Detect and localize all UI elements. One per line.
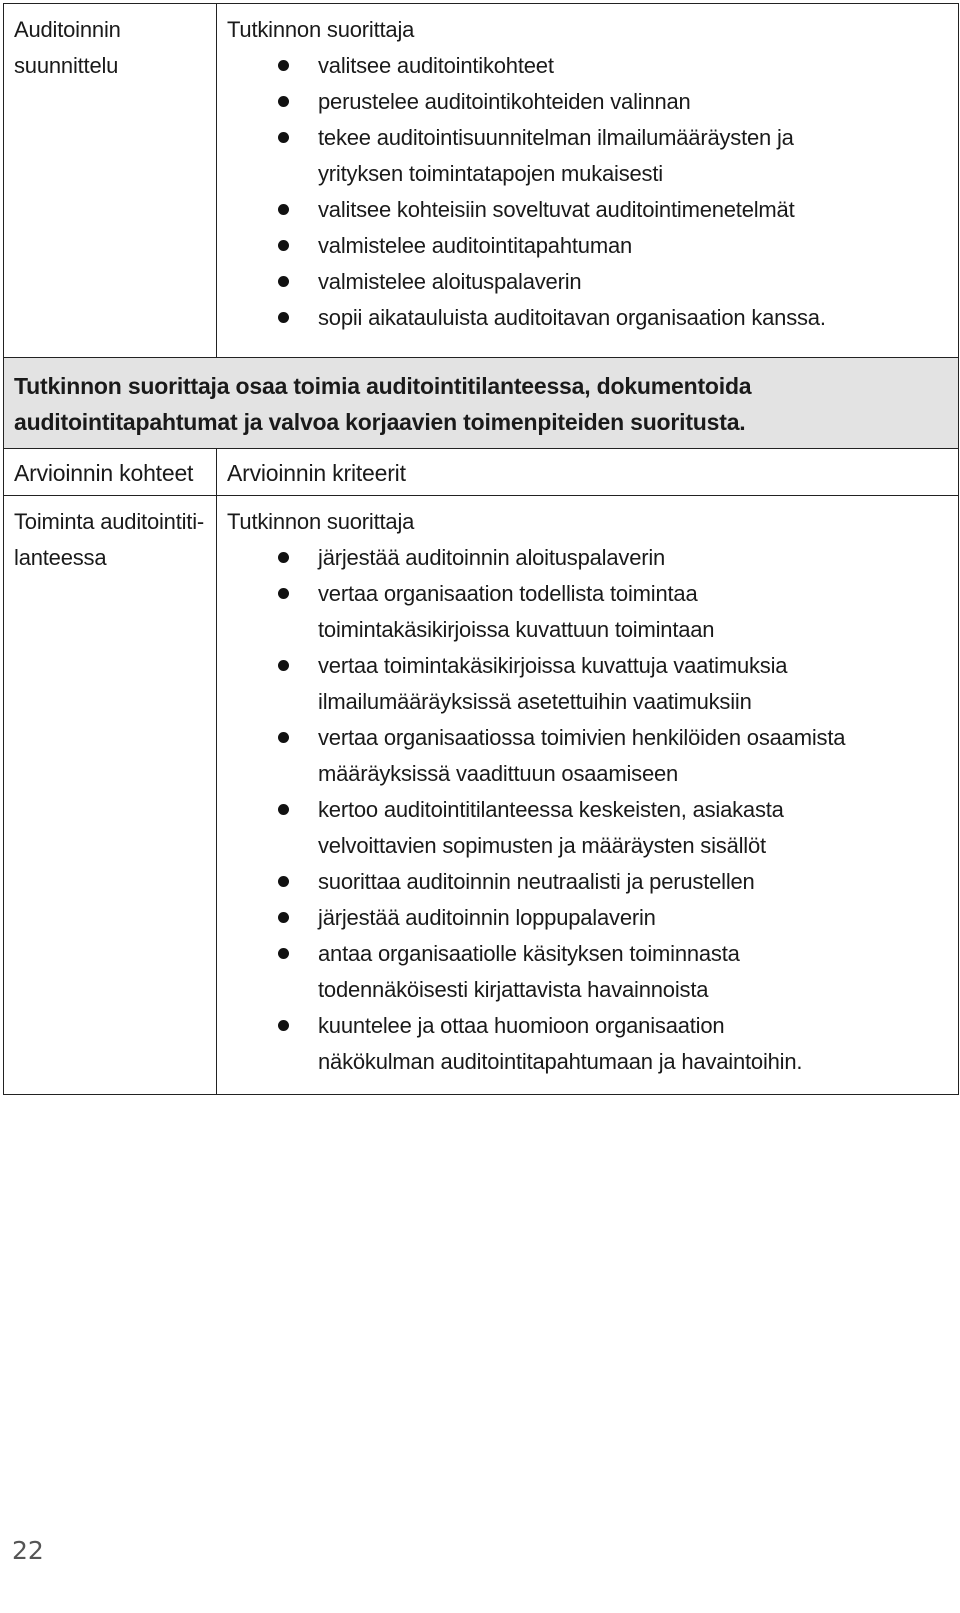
bullet-icon: [278, 132, 289, 143]
list-item: valmistelee auditointitapahtuman: [217, 228, 958, 264]
bullet-icon: [278, 876, 289, 887]
bullet-icon: [278, 948, 289, 959]
section-header-cell: [4, 358, 959, 449]
bullet-icon: [278, 204, 289, 215]
column-header-targets-cell: [4, 449, 217, 496]
column-header-criteria-cell: [217, 449, 959, 496]
section-header: Tutkinnon suorittaja osaa toimia auditointitilanteessa, dokumentoida auditointitapahtumat ja valvoa korjaavien toimenpiteiden suoritusta.: [14, 373, 752, 435]
bullet-icon: [278, 732, 289, 743]
section-header-row: [4, 358, 959, 449]
list-item: sopii aikatauluista auditoitavan organisaation kanssa.: [217, 300, 958, 336]
list-item: vertaa toimintakäsikirjoissa kuvattuja vaatimuksia ilmailumääräyksissä asetettuihin vaatimuksiin: [217, 648, 938, 720]
planning-target-cell: [4, 4, 217, 358]
situation-row: [4, 496, 959, 1095]
page-number: 22: [12, 1536, 44, 1565]
planning-criteria-cell: [217, 4, 959, 358]
situation-intro: Tutkinnon suorittaja: [227, 509, 415, 534]
list-item: tekee auditointisuunnitelman ilmailumääräysten ja yrityksen toimintatapojen mukaisesti: [217, 120, 838, 192]
situation-target-line-1: Toiminta auditointiti-: [14, 509, 205, 534]
criteria-table: [3, 3, 959, 1095]
list-item: valitsee auditointikohteet: [217, 48, 958, 84]
planning-target: Auditoinnin suunnittelu: [14, 17, 121, 78]
column-header-targets: Arvioinnin kohteet: [14, 460, 194, 486]
bullet-icon: [278, 912, 289, 923]
bullet-icon: [278, 588, 289, 599]
situation-bullet-list: [217, 540, 958, 1094]
list-item: järjestää auditoinnin loppupalaverin: [217, 900, 958, 936]
list-item: suorittaa auditoinnin neutraalisti ja perustellen: [217, 864, 958, 900]
bullet-icon: [278, 96, 289, 107]
situation-target-line-2: lanteessa: [14, 545, 107, 570]
situation-criteria-cell: [217, 496, 959, 1095]
bullet-icon: [278, 240, 289, 251]
bullet-icon: [278, 60, 289, 71]
bullet-icon: [278, 1020, 289, 1031]
bullet-icon: [278, 804, 289, 815]
list-item: vertaa organisaatiossa toimivien henkilöiden osaamista määräyksissä vaadittuun osaamiseen: [217, 720, 928, 792]
bullet-icon: [278, 552, 289, 563]
list-item: valmistelee aloituspalaverin: [217, 264, 958, 300]
planning-row: [4, 4, 959, 358]
list-item: valitsee kohteisiin soveltuvat auditointimenetelmät: [217, 192, 958, 228]
list-item: kuuntelee ja ottaa huomioon organisaation näkökulman auditointitapahtumaan ja havaintoihin.: [217, 1008, 808, 1080]
situation-target-cell: [4, 496, 217, 1095]
situation-target: [4, 496, 216, 576]
bullet-icon: [278, 660, 289, 671]
planning-intro: Tutkinnon suorittaja: [227, 17, 415, 42]
planning-bullet-list: [217, 48, 958, 350]
list-item: vertaa organisaation todellista toimintaa toimintakäsikirjoissa kuvattuun toimintaan: [217, 576, 858, 648]
bullet-icon: [278, 312, 289, 323]
list-item: antaa organisaatiolle käsityksen toiminnasta todennäköisesti kirjattavista havainnoista: [217, 936, 848, 1008]
bullet-icon: [278, 276, 289, 287]
list-item: kertoo auditointitilanteessa keskeisten, asiakasta velvoittavien sopimusten ja määräysten sisällöt: [217, 792, 878, 864]
column-header-criteria: Arvioinnin kriteerit: [227, 460, 406, 486]
list-item: järjestää auditoinnin aloituspalaverin: [217, 540, 958, 576]
list-item: perustelee auditointikohteiden valinnan: [217, 84, 958, 120]
column-header-row: [4, 449, 959, 496]
